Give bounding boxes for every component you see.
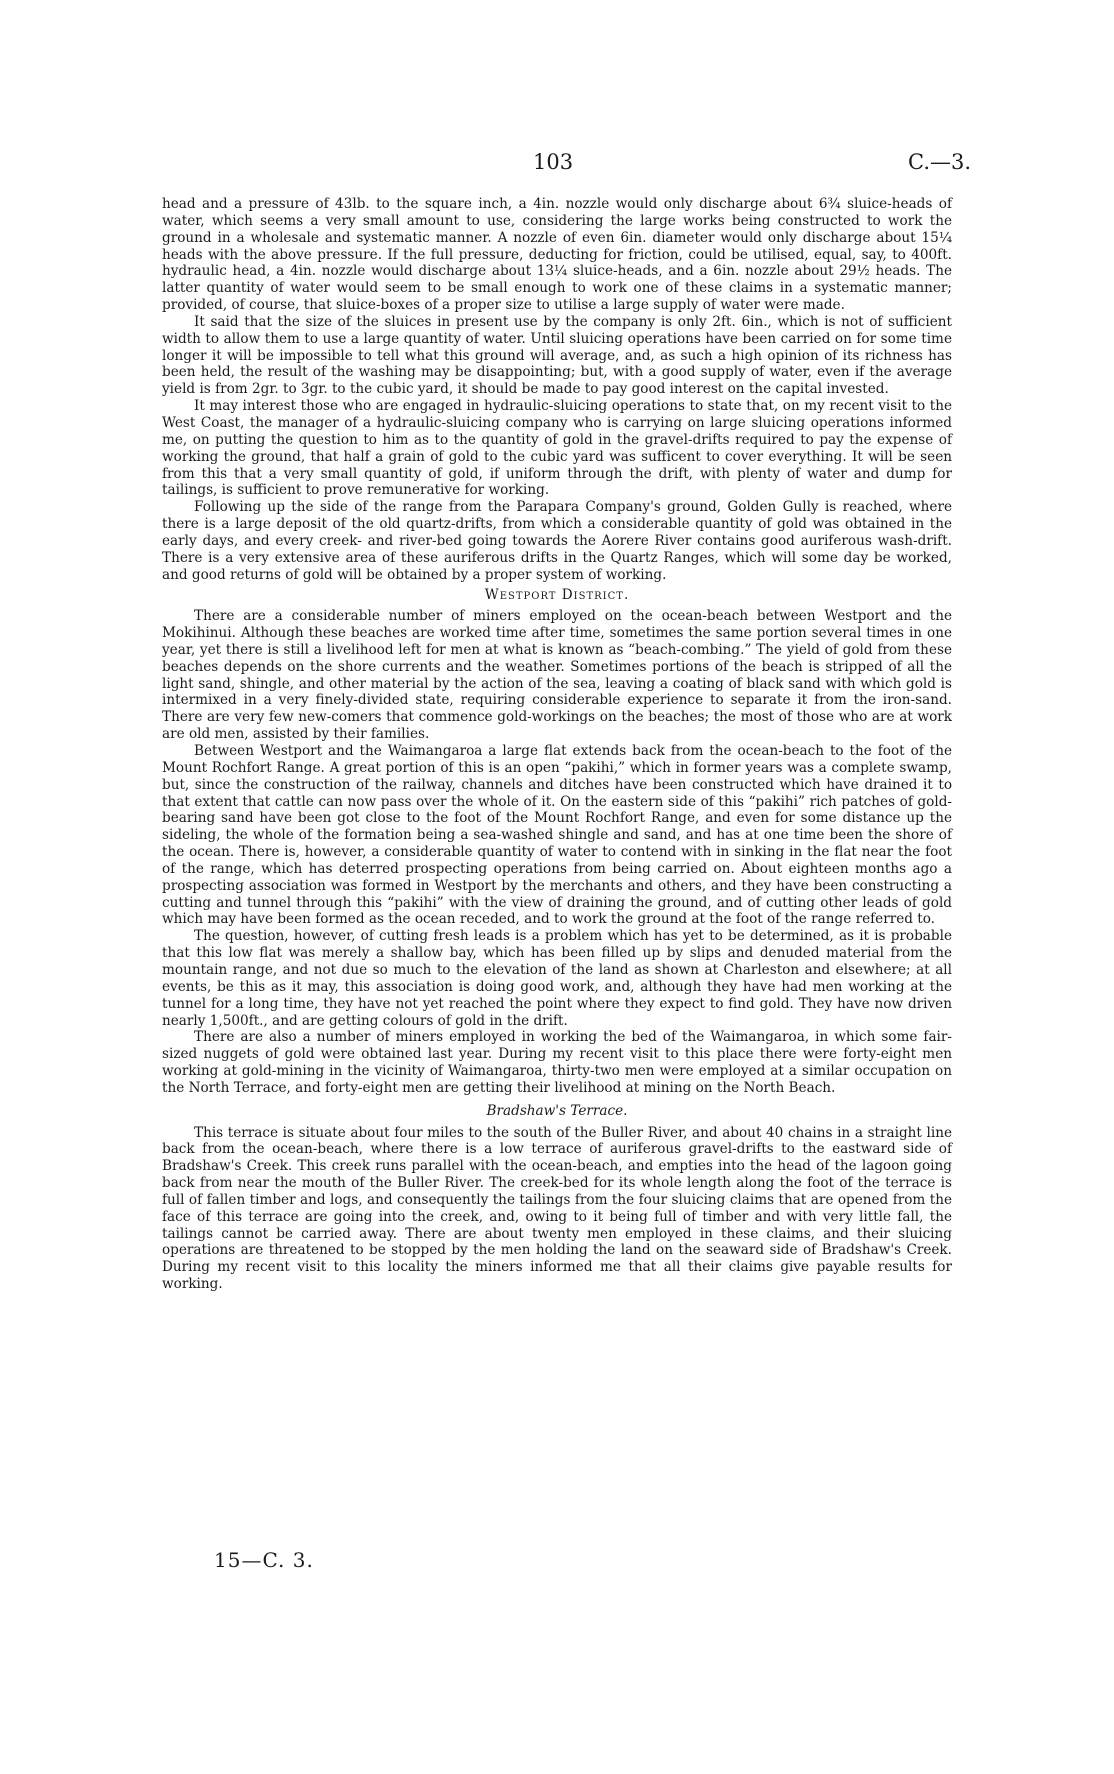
sheet-reference: C.—3. <box>908 150 972 174</box>
paragraph-sluice-size: It said that the size of the sluices in present use by the company is only 2ft. 6in., which is not of sufficient width to allow them to use a large quantity of water. Until sluicing operations have been carried on for some time longer it will be impossible to tell what this ground will average, and, as such a high opinion of its richness has been held, the result of the washing may be disappointing; but, with a good supply of water, even if the average yield is from 2gr. to 3gr. to the cubic yard, it should be made to pay good interest on the capital invested. <box>162 313 952 398</box>
paragraph-nozzle-discharge: head and a pressure of 43lb. to the square inch, a 4in. nozzle would only discharge about 6¾ sluice-heads of water, which seems a very small amount to use, considering the large works being constructed to work the ground in a wholesale and systematic manner. A nozzle of even 6in. diameter would only discharge about 15¼ heads with the above pressure. If the full pressure, deducting for friction, could be utilised, equal, say, to 400ft. hydraulic head, a 4in. nozzle would discharge about 13¼ sluice-heads, and a 6in. nozzle about 29½ heads. The latter quantity of water would seem to be small enough to work one of these claims in a systematic manner; provided, of course, that sluice-boxes of a proper size to utilise a large supply of water were made. <box>162 196 952 314</box>
running-head <box>0 150 1114 178</box>
page-number: 103 <box>533 150 574 174</box>
paragraph-golden-gully: Following up the side of the range from the Parapara Company's ground, Golden Gully is reached, where there is a large deposit of the old quartz-drifts, from which a considerable quantity of gold was obtained in the early days, and every creek- and river-bed going towards the Aorere River contains good auriferous wash-drift. There is a very extensive area of these auriferous drifts in the Quartz Ranges, which will some day be worked, and good returns of gold will be obtained by a proper system of working. <box>162 499 952 583</box>
paragraph-hydraulic-sluicing: It may interest those who are engaged in hydraulic-sluicing operations to state that, on my recent visit to the West Coast, the manager of a hydraulic-sluicing company who is carrying on large sluicing operations informed me, on putting the question to him as to the quantity of gold in the gravel-drifts required to pay the expense of working the ground, that half a grain of gold to the cubic yard was sufficent to cover everything. It will be seen from this that a very small quantity of gold, if uniform through the drift, with plenty of water and dump for tailings, is sufficient to prove remunerative for working. <box>162 398 952 499</box>
body-text <box>162 196 952 1293</box>
section-heading-westport-district: Westport District. <box>484 587 630 604</box>
paragraph-waimangaroa-flat: Between Westport and the Waimangaroa a large flat extends back from the ocean-beach to the foot of the Mount Rochfort Range. A great portion of this is an open “pakihi,” which in former years was a complete swamp, but, since the construction of the railway, channels and ditches have been constructed which have drained it to that extent that cattle can now pass over the whole of it. On the eastern side of this “pakihi” rich patches of gold-bearing sand have been got close to the foot of the Mount Rochfort Range, and even for some distance up the sideling, the whole of the formation being a sea-washed shingle and sand, and has at one time been the shore of the ocean. There is, however, a considerable quantity of water to contend with in sinking in the flat near the foot of the range, which has deterred prospecting operations from being carried on. About eighteen months ago a prospecting association was formed in Westport by the merchants and others, and they have been constructing a cutting and tunnel through this “pakihi” with the view of draining the ground, and of cutting other leads of gold which may have been formed as the ocean receded, and to work the ground at the foot of the range referred to. <box>162 743 952 928</box>
paragraph-ocean-beach: There are a considerable number of miners employed on the ocean-beach between Westport and the Mokihinui. Although these beaches are worked time after time, sometimes the same portion several times in one year, yet there is still a livelihood left for men at what is known as “beach-combing.” The yield of gold from these beaches depends on the shore currents and the weather. Sometimes portions of the beach is stripped of all the light sand, shingle, and other material by the action of the sea, leaving a coating of black sand with which gold is intermixed in a very finely-divided state, requiring considerable experience to separate it from the iron-sand. There are very few new-comers that commence gold-workings on the beaches; the most of those who are at work are old men, assisted by their families. <box>162 608 952 743</box>
signature-mark: 15—C. 3. <box>214 1548 314 1572</box>
sub-heading-bradshaws-terrace: Bradshaw's Terrace. <box>486 1102 628 1119</box>
paragraph-waimangaroa-miners: There are also a number of miners employed in working the bed of the Waimangaroa, in which some fair-sized nuggets of gold were obtained last year. During my recent visit to this place there were forty-eight men working at gold-mining in the vicinity of Waimangaroa, thirty-two men were employed at a similar occupation on the North Terrace, and forty-eight men are getting their livelihood at mining on the North Beach. <box>162 1029 952 1096</box>
paragraph-bradshaws-terrace: This terrace is situate about four miles to the south of the Buller River, and about 40 chains in a straight line back from the ocean-beach, where there is a low terrace of auriferous gravel-drifts to the eastward side of Bradshaw's Creek. This creek runs parallel with the ocean-beach, and empties into the head of the lagoon going back from near the mouth of the Buller River. The creek-bed for its whole length along the foot of the terrace is full of fallen timber and logs, and consequently the tailings from the four sluicing claims that are opened from the face of this terrace are going into the creek, and, owing to it being full of timber and with very little fall, the tailings cannot be carried away. There are about twenty men employed in these claims, and their sluicing operations are threatened to be stopped by the men holding the land on the seaward side of Bradshaw's Creek. During my recent visit to this locality the miners informed me that all their claims give payable results for working. <box>162 1124 952 1293</box>
paragraph-fresh-leads: The question, however, of cutting fresh leads is a problem which has yet to be determined, as it is probable that this low flat was merely a shallow bay, which has been filled up by slips and denuded material from the mountain range, and not due so much to the elevation of the land as shown at Charleston and elsewhere; at all events, be this as it may, this association is doing good work, and, although they have had men working at the tunnel for a long time, they have not yet reached the point where they expect to find gold. They have now driven nearly 1,500ft., and are getting colours of gold in the drift. <box>162 928 952 1029</box>
